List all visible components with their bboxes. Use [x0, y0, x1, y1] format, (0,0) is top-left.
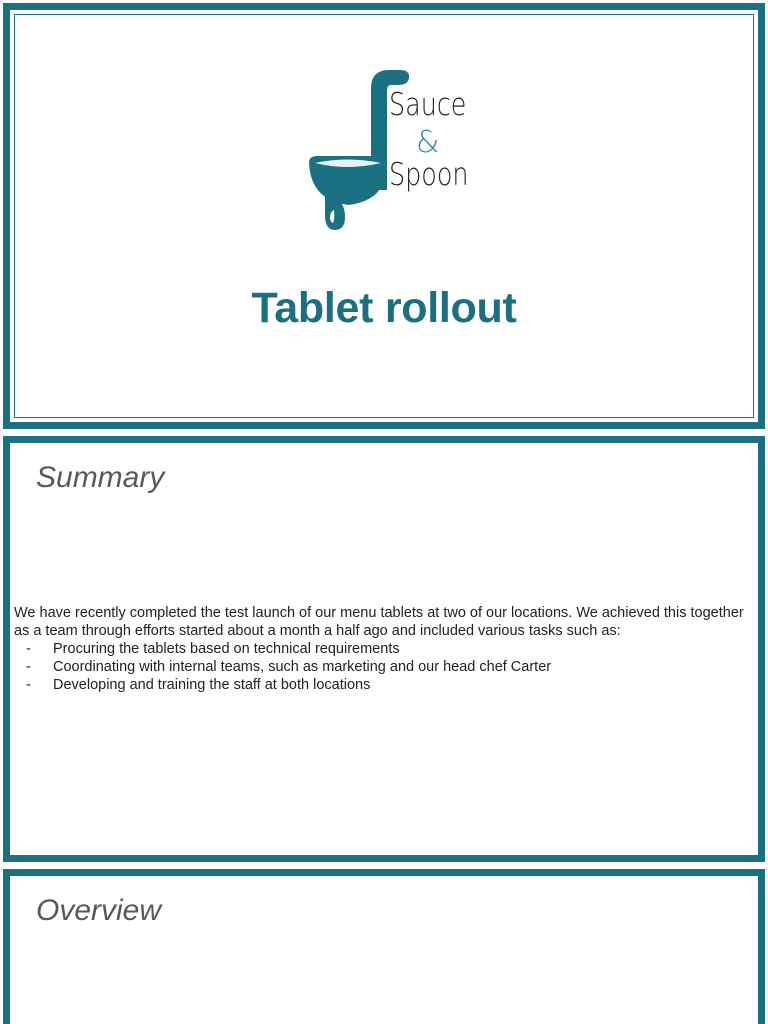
bullet-text: Coordinating with internal teams, such as marketing and our head chef Carter [53, 659, 552, 675]
logo-text-sauce: Sauce [389, 87, 467, 123]
slide-heading: Overview [36, 894, 162, 927]
bullet-text: Procuring the tablets based on technical requirements [53, 641, 400, 657]
sauce-and-spoon-logo [297, 60, 487, 235]
bullet-text: Developing and training the staff at both locations [53, 677, 371, 693]
bullet-marker: - [26, 677, 31, 693]
bullet-marker: - [26, 641, 31, 657]
bullet-marker: - [26, 659, 31, 675]
bullet-item [14, 658, 754, 676]
bullet-item [14, 676, 754, 694]
logo-text-spoon: Spoon [389, 157, 469, 193]
summary-body [14, 604, 754, 694]
summary-paragraph: We have recently completed the test launch of our menu tablets at two of our locations. We achieved this together as a team through efforts started about a month a half ago and included various tasks such as: [14, 605, 744, 639]
slide-heading: Summary [36, 461, 165, 494]
title-slide[interactable] [3, 3, 765, 429]
logo-text-ampersand: & [416, 125, 440, 160]
bullet-item [14, 640, 754, 658]
summary-bullet-list [14, 640, 754, 694]
overview-slide[interactable] [3, 869, 765, 1024]
presentation-title: Tablet rollout [251, 284, 517, 332]
summary-slide[interactable] [3, 436, 765, 862]
